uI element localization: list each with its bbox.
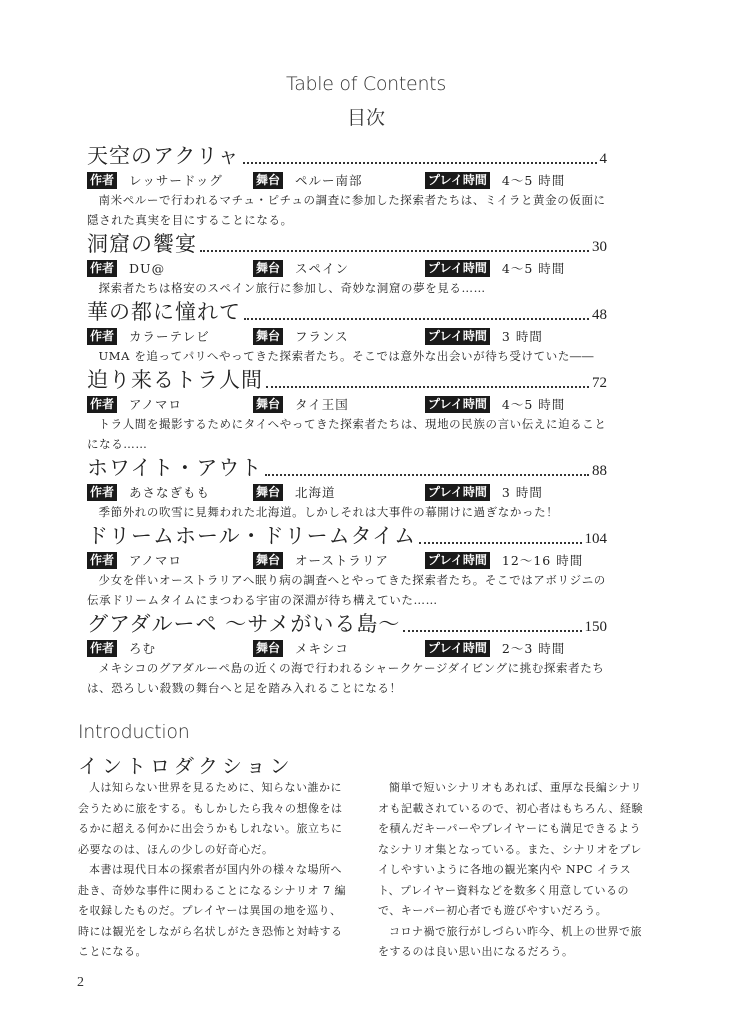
author-value: アノマロ — [129, 397, 183, 412]
stage-value: フランス — [295, 329, 349, 344]
playtime-value: 4〜5 時間 — [501, 397, 566, 412]
entry-title[interactable]: 洞窟の饗宴 — [87, 232, 197, 256]
toc-entry[interactable] — [87, 610, 607, 698]
stage-label: 舞台 — [253, 172, 283, 189]
playtime-value: 2〜3 時間 — [501, 641, 566, 656]
stage-label: 舞台 — [253, 260, 283, 277]
author-value: レッサードッグ — [129, 173, 223, 188]
dot-leader — [243, 161, 597, 164]
author-label: 作者 — [87, 396, 117, 413]
author-value: カラーテレビ — [129, 329, 210, 344]
intro-paragraph: 人は知らない世界を見るために、知らない誰かに会うために旅をする。もしかしたら我々の想像をはるかに超える何かに出会うかもしれない。旅立ちに必要なのは、ほんの少しの好奇心だ。 — [78, 781, 343, 856]
toc-title-ja: 目次 — [346, 107, 385, 129]
toc-entry[interactable] — [87, 142, 607, 230]
entry-title[interactable]: ホワイト・アウト — [87, 456, 263, 480]
stage-label: 舞台 — [253, 552, 283, 569]
entry-page-number: 30 — [592, 239, 607, 255]
introduction-title-en: Introduction — [78, 721, 190, 743]
author-value: あさなぎもも — [129, 485, 211, 500]
author-value: DU@ — [129, 260, 166, 276]
author-value: ろむ — [129, 641, 157, 656]
dot-leader — [200, 249, 589, 252]
playtime-label: プレイ時間 — [425, 260, 490, 277]
intro-paragraph: 簡単で短いシナリオもあれば、重厚な長編シナリオも記載されているので、初心者はもちろん、経験を積んだキーパーやプレイヤーにも満足できるようなシナリオ集となっている。また、シナリオをプレイしやすいように各地の観光案内や NPC イラスト、プレイヤー資料などを数多く用意しているので、キーパー初心者でも遊びやすいだろう。 — [378, 781, 643, 917]
page-number: 2 — [77, 975, 84, 990]
entry-page-number: 88 — [592, 463, 607, 479]
entry-title[interactable]: グアダルーペ ～サメがいる島～ — [87, 612, 401, 636]
entry-title[interactable]: 天空のアクリャ — [87, 144, 240, 168]
playtime-label: プレイ時間 — [425, 552, 490, 569]
introduction-left-column — [78, 778, 348, 963]
playtime-value: 3 時間 — [501, 485, 543, 500]
dot-leader — [403, 629, 581, 632]
stage-label: 舞台 — [253, 484, 283, 501]
table-of-contents — [87, 142, 607, 698]
toc-title-en: Table of Contents — [286, 73, 446, 95]
playtime-label: プレイ時間 — [425, 172, 490, 189]
entry-title[interactable]: ドリームホール・ドリームタイム — [87, 524, 417, 548]
toc-entry[interactable] — [87, 366, 607, 454]
entry-description: UMA を追ってパリへやってきた探索者たち。そこでは意外な出会いが待ち受けていた―― — [98, 349, 595, 363]
stage-label: 舞台 — [253, 328, 283, 345]
stage-label: 舞台 — [253, 640, 283, 657]
playtime-value: 4〜5 時間 — [501, 173, 566, 188]
stage-value: 北海道 — [295, 485, 336, 500]
entry-page-number: 4 — [599, 151, 607, 167]
entry-description: 南米ペルーで行われるマチュ・ピチュの調査に参加した探索者たちは、ミイラと黄金の仮面に隠された真実を目にすることになる。 — [87, 193, 606, 227]
entry-page-number: 48 — [592, 307, 607, 323]
stage-value: スペイン — [295, 261, 350, 276]
author-label: 作者 — [87, 172, 117, 189]
playtime-value: 4〜5 時間 — [501, 261, 566, 276]
entry-description: 少女を伴いオーストラリアへ眠り病の調査へとやってきた探索者たち。そこではアボリジニの伝承ドリームタイムにまつわる宇宙の深淵が待ち構えていた…… — [87, 573, 606, 607]
toc-entry[interactable] — [87, 230, 607, 298]
entry-description: トラ人間を撮影するためにタイへやってきた探索者たちは、現地の民族の言い伝えに迫ることになる…… — [87, 417, 607, 451]
dot-leader — [244, 317, 589, 320]
author-label: 作者 — [87, 328, 117, 345]
author-label: 作者 — [87, 484, 117, 501]
entry-description: 探索者たちは格安のスペイン旅行に参加し、奇妙な洞窟の夢を見る…… — [98, 281, 486, 295]
toc-entry[interactable] — [87, 522, 607, 610]
stage-value: ペルー南部 — [295, 173, 363, 188]
dot-leader — [266, 385, 589, 388]
author-label: 作者 — [87, 260, 117, 277]
dot-leader — [265, 473, 589, 476]
entry-description: メキシコのグアダルーペ島の近くの海で行われるシャークケージダイビングに挑む探索者たちは、恐ろしい殺戮の舞台へと足を踏み入れることになる！ — [87, 661, 605, 695]
stage-value: オーストラリア — [295, 553, 389, 568]
playtime-label: プレイ時間 — [425, 328, 490, 345]
stage-value: メキシコ — [295, 641, 349, 656]
toc-entry[interactable] — [87, 298, 607, 366]
entry-description: 季節外れの吹雪に見舞われた北海道。しかしそれは大事件の幕開けに過ぎなかった！ — [98, 505, 559, 519]
entry-page-number: 104 — [584, 531, 607, 547]
author-label: 作者 — [87, 640, 117, 657]
entry-page-number: 72 — [592, 375, 607, 391]
author-value: アノマロ — [129, 553, 183, 568]
playtime-label: プレイ時間 — [425, 396, 490, 413]
introduction-right-column — [378, 778, 648, 963]
dot-leader — [419, 541, 581, 544]
intro-paragraph: 本書は現代日本の探索者が国内外の様々な場所へ赴き、奇妙な事件に関わることになるシナリオ 7 編を収録したものだ。プレイヤーは異国の地を巡り、時には観光をしながら名状しがたき恐怖と対峙することになる。 — [78, 863, 346, 958]
introduction-title-ja: イントロダクション — [78, 754, 294, 778]
stage-value: タイ王国 — [295, 397, 349, 412]
playtime-value: 12〜16 時間 — [501, 553, 584, 568]
playtime-label: プレイ時間 — [425, 640, 490, 657]
entry-title[interactable]: 華の都に憧れて — [87, 300, 241, 324]
playtime-label: プレイ時間 — [425, 484, 490, 501]
entry-title[interactable]: 迫り来るトラ人間 — [87, 368, 263, 392]
author-label: 作者 — [87, 552, 117, 569]
playtime-value: 3 時間 — [501, 329, 543, 344]
stage-label: 舞台 — [253, 396, 283, 413]
toc-entry[interactable] — [87, 454, 607, 522]
entry-page-number: 150 — [584, 619, 607, 635]
intro-paragraph: コロナ禍で旅行がしづらい昨今、机上の世界で旅をするのは良い思い出になるだろう。 — [378, 924, 642, 958]
